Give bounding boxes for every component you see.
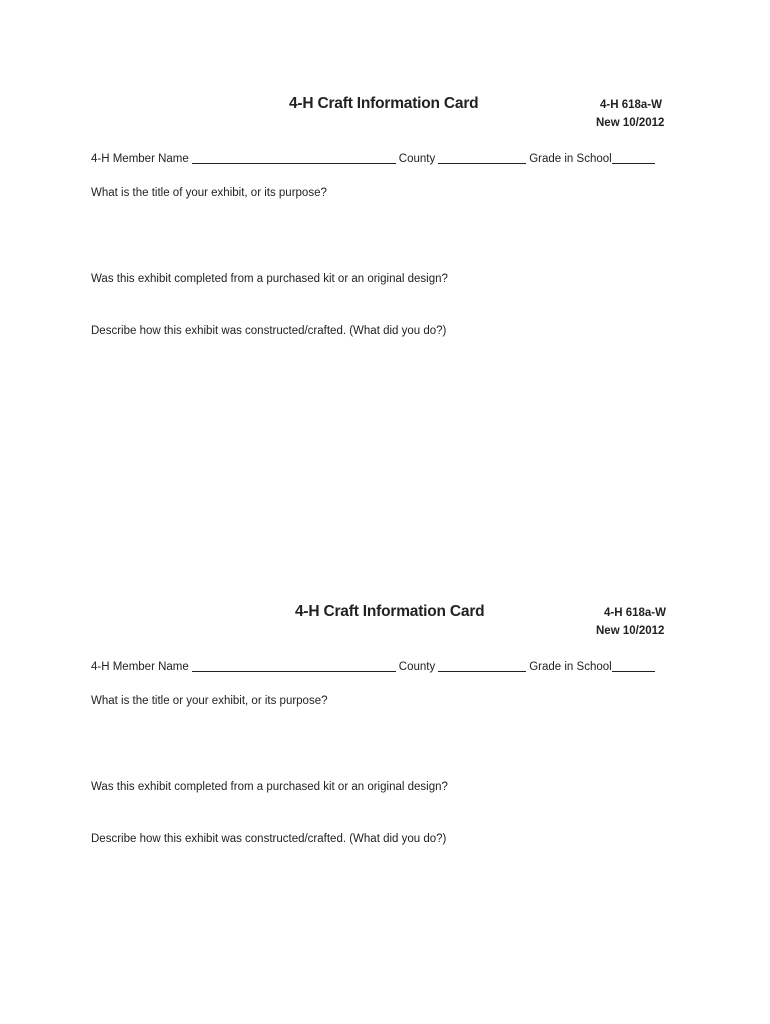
member-name-field[interactable] bbox=[192, 151, 396, 164]
question-exhibit-title: What is the title or your exhibit, or its purpose? bbox=[91, 695, 328, 707]
member-name-label: 4-H Member Name bbox=[91, 153, 189, 165]
grade-field[interactable] bbox=[612, 659, 655, 672]
county-field[interactable] bbox=[438, 151, 526, 164]
grade-field[interactable] bbox=[612, 151, 655, 164]
member-name-field[interactable] bbox=[192, 659, 396, 672]
county-field[interactable] bbox=[438, 659, 526, 672]
grade-label: Grade in School bbox=[529, 153, 612, 165]
form-date: New 10/2012 bbox=[596, 117, 665, 129]
question-kit-or-original: Was this exhibit completed from a purchased kit or an original design? bbox=[91, 781, 448, 793]
question-describe-construction: Describe how this exhibit was constructed/crafted. (What did you do?) bbox=[91, 325, 447, 337]
form-code: 4-H 618a-W bbox=[600, 99, 662, 111]
craft-card-1 bbox=[0, 0, 770, 500]
question-describe-construction: Describe how this exhibit was constructed/crafted. (What did you do?) bbox=[91, 833, 447, 845]
member-info-row bbox=[91, 659, 655, 673]
grade-label: Grade in School bbox=[529, 661, 612, 673]
member-name-label: 4-H Member Name bbox=[91, 661, 189, 673]
form-code: 4-H 618a-W bbox=[604, 607, 666, 619]
county-label: County bbox=[398, 153, 436, 165]
member-info-row bbox=[91, 151, 655, 165]
card-title: 4-H Craft Information Card bbox=[295, 603, 485, 620]
craft-card-2 bbox=[0, 508, 770, 1008]
question-kit-or-original: Was this exhibit completed from a purchased kit or an original design? bbox=[91, 273, 448, 285]
county-label: County bbox=[398, 661, 436, 673]
form-date: New 10/2012 bbox=[596, 625, 665, 637]
card-title: 4-H Craft Information Card bbox=[289, 95, 479, 112]
question-exhibit-title: What is the title of your exhibit, or its purpose? bbox=[91, 187, 327, 199]
